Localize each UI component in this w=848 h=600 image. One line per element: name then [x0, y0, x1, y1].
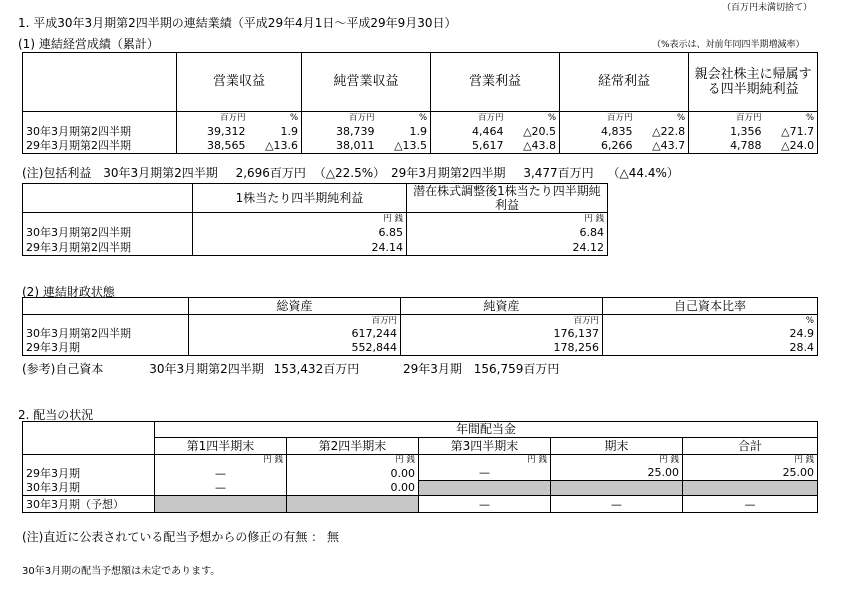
cell: 38,011	[302, 139, 378, 154]
header-q1-end: 第1四半期末	[155, 438, 287, 455]
unit-yen-sen: 円 銭	[683, 455, 818, 466]
cell: △13.6	[249, 139, 302, 154]
unit-yen-sen: 円 銭	[551, 455, 683, 466]
cell: 176,137	[401, 327, 603, 341]
position-header-blank	[23, 298, 189, 315]
header-total-assets: 総資産	[189, 298, 401, 315]
cell: 38,565	[177, 139, 249, 154]
header-diluted-eps: 潜在株式調整後1株当たり四半期純利益	[407, 184, 608, 213]
comprehensive-value-2: 3,477百万円	[523, 166, 594, 180]
equity-reference-line	[22, 360, 559, 377]
header-year-end: 期末	[551, 438, 683, 455]
unit-yen: 百万円	[431, 112, 507, 124]
cell: 1.9	[249, 124, 302, 139]
cell: △13.5	[378, 139, 431, 154]
cell: 25.00	[551, 466, 683, 481]
unit-pct: %	[378, 112, 431, 124]
table-row	[23, 124, 818, 139]
header-operating-revenue: 営業収益	[177, 53, 302, 112]
results-header-blank	[23, 53, 177, 112]
cell: 24.14	[193, 241, 407, 256]
dividend-table	[22, 421, 818, 513]
dividend-revision-note: (注)直近に公表されている配当予想からの修正の有無 ： 無	[22, 530, 339, 544]
unit-pct: %	[636, 112, 689, 124]
comprehensive-period-1: 30年3月期第2四半期	[103, 166, 218, 180]
row-label: 30年3月期第2四半期	[23, 327, 189, 341]
cell: 0.00	[287, 481, 419, 496]
percent-note: （%表示は、対前年同四半期増減率）	[652, 40, 805, 50]
cell: △24.0	[765, 139, 818, 154]
table-row	[23, 341, 818, 356]
header-operating-income: 営業利益	[431, 53, 560, 112]
comprehensive-label: (注)包括利益	[22, 166, 92, 180]
row-label: 30年3月期	[23, 481, 155, 496]
cell: —	[155, 466, 287, 481]
header-q3-end: 第3四半期末	[419, 438, 551, 455]
header-eps: 1株当たり四半期純利益	[193, 184, 407, 213]
cell: 6.85	[193, 225, 407, 241]
unit-note: （百万円未満切捨て）	[722, 3, 813, 13]
cell: 6,266	[560, 139, 636, 154]
unit-yen: 百万円	[560, 112, 636, 124]
cell: 1,356	[689, 124, 765, 139]
cell: △20.5	[507, 124, 560, 139]
cell: —	[419, 466, 551, 481]
unit-yen-sen: 円 銭	[193, 213, 407, 225]
cell-shaded	[683, 481, 818, 496]
row-label: 30年3月期（予想）	[23, 496, 155, 513]
cell: △71.7	[765, 124, 818, 139]
header-q2-end: 第2四半期末	[287, 438, 419, 455]
cell: 25.00	[683, 466, 818, 481]
table-row	[23, 139, 818, 154]
position-table	[22, 297, 818, 356]
cell: 24.12	[407, 241, 608, 256]
cell: △22.8	[636, 124, 689, 139]
unit-yen-sen: 円 銭	[419, 455, 551, 466]
unit-pct: %	[249, 112, 302, 124]
cell: 0.00	[287, 466, 419, 481]
unit-pct: %	[603, 315, 818, 327]
section-1-2-title: (2) 連結財政状態	[22, 285, 115, 299]
equity-ref-period-2: 29年3月期	[403, 362, 462, 376]
unit-yen: 百万円	[189, 315, 401, 327]
comprehensive-period-2: 29年3月期第2四半期	[390, 166, 506, 180]
cell: 4,835	[560, 124, 636, 139]
dividend-header-blank	[23, 422, 155, 438]
table-row	[23, 327, 818, 341]
cell: 38,739	[302, 124, 378, 139]
cell: —	[419, 496, 551, 513]
row-label: 30年3月期第2四半期	[23, 124, 177, 139]
cell: 4,464	[431, 124, 507, 139]
cell: 39,312	[177, 124, 249, 139]
cell: 552,844	[189, 341, 401, 356]
header-net-assets: 純資産	[401, 298, 603, 315]
comprehensive-change-1: （△22.5%）	[313, 166, 386, 180]
dividend-forecast-note: 30年3月期の配当予想額は未定であります。	[22, 566, 221, 577]
cell: —	[155, 481, 287, 496]
comprehensive-change-2: （△44.4%）	[607, 166, 679, 180]
cell: 617,244	[189, 327, 401, 341]
cell-shaded	[419, 481, 551, 496]
results-table	[22, 52, 818, 154]
row-label: 29年3月期	[23, 341, 189, 356]
cell: △43.7	[636, 139, 689, 154]
cell: —	[551, 496, 683, 513]
eps-table	[22, 183, 608, 256]
cell: 178,256	[401, 341, 603, 356]
row-label: 30年3月期第2四半期	[23, 225, 193, 241]
header-equity-ratio: 自己資本比率	[603, 298, 818, 315]
section-1-title: 1. 平成30年3月期第2四半期の連結業績（平成29年4月1日～平成29年9月30日）	[18, 16, 457, 30]
unit-yen: 百万円	[302, 112, 378, 124]
header-net-operating-revenue: 純営業収益	[302, 53, 431, 112]
cell: 28.4	[603, 341, 818, 356]
unit-yen-sen: 円 銭	[155, 455, 287, 466]
unit-yen: 百万円	[689, 112, 765, 124]
cell: 6.84	[407, 225, 608, 241]
header-net-income: 親会社株主に帰属する四半期純利益	[689, 53, 818, 112]
section-2-title: 2. 配当の状況	[18, 408, 94, 422]
cell: —	[683, 496, 818, 513]
cell: 4,788	[689, 139, 765, 154]
table-row	[23, 225, 608, 241]
equity-ref-value-1: 153,432百万円	[273, 362, 360, 376]
equity-ref-label: (参考)自己資本	[22, 362, 104, 376]
table-row	[23, 481, 818, 496]
comprehensive-value-1: 2,696百万円	[235, 166, 306, 180]
cell: 5,617	[431, 139, 507, 154]
comprehensive-income-line	[22, 164, 679, 181]
cell-shaded	[551, 481, 683, 496]
unit-yen-sen: 円 銭	[407, 213, 608, 225]
header-total: 合計	[683, 438, 818, 455]
unit-pct: %	[507, 112, 560, 124]
section-1-1-title: (1) 連結経営成績（累計）	[18, 37, 159, 51]
eps-header-blank	[23, 184, 193, 213]
row-label: 29年3月期	[23, 466, 155, 481]
unit-yen: 百万円	[177, 112, 249, 124]
header-ordinary-income: 経常利益	[560, 53, 689, 112]
equity-ref-value-2: 156,759百万円	[473, 362, 560, 376]
table-row	[23, 496, 818, 513]
unit-yen: 百万円	[401, 315, 603, 327]
cell: 1.9	[378, 124, 431, 139]
cell-shaded	[287, 496, 419, 513]
cell: △43.8	[507, 139, 560, 154]
row-label: 29年3月期第2四半期	[23, 241, 193, 256]
cell: 24.9	[603, 327, 818, 341]
equity-ref-period-1: 30年3月期第2四半期	[149, 362, 264, 376]
row-label: 29年3月期第2四半期	[23, 139, 177, 154]
cell-shaded	[155, 496, 287, 513]
header-annual-dividend: 年間配当金	[155, 422, 818, 438]
unit-yen-sen: 円 銭	[287, 455, 419, 466]
table-row	[23, 466, 818, 481]
unit-pct: %	[765, 112, 818, 124]
table-row	[23, 241, 608, 256]
